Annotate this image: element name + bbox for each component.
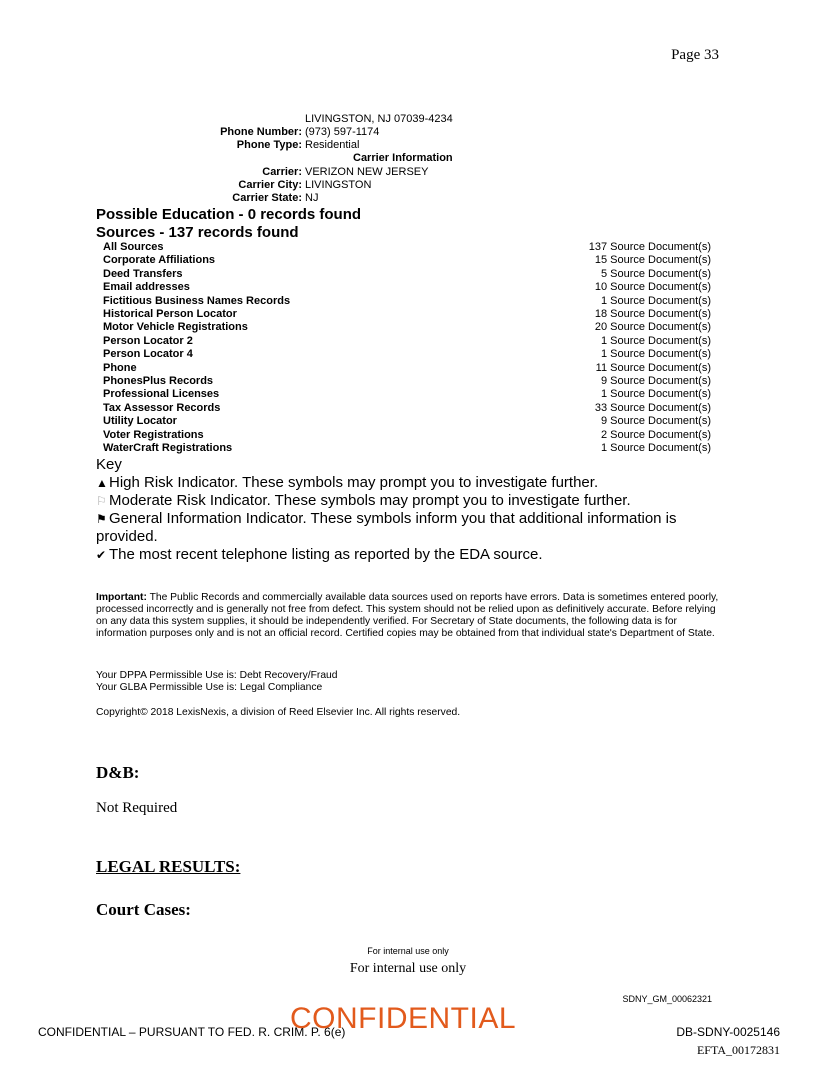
source-name: Motor Vehicle Registrations (103, 321, 248, 334)
source-count: 20 Source Document(s) (594, 321, 711, 334)
carrier-city-value: LIVINGSTON (305, 179, 372, 191)
carrier-info-heading: Carrier Information (353, 152, 453, 164)
source-count: 1 Source Document(s) (600, 348, 711, 361)
source-name: Fictitious Business Names Records (103, 294, 291, 307)
source-count: 9 Source Document(s) (600, 415, 711, 428)
phone-number-value: (973) 597-1174 (305, 126, 380, 138)
source-name: All Sources (103, 241, 164, 253)
source-count: 10 Source Document(s) (594, 281, 711, 294)
confidential-notice: CONFIDENTIAL – PURSUANT TO FED. R. CRIM. P. 6(e) (38, 1025, 346, 1039)
source-row (103, 348, 711, 361)
key-recent-phone-text: The most recent telephone listing as reported by the EDA source. (109, 546, 543, 563)
source-row (103, 241, 711, 254)
dppa-use: Your DPPA Permissible Use is: Debt Recovery/Fraud (96, 670, 338, 681)
source-row (103, 295, 711, 308)
warning-triangle-icon: ▲ (96, 476, 108, 490)
source-name: Phone (103, 361, 137, 374)
key-recent-phone (96, 546, 716, 564)
legal-results-heading: LEGAL RESULTS: (96, 857, 241, 876)
source-row (103, 429, 711, 442)
bates-number-top: SDNY_GM_00062321 (622, 994, 712, 1004)
flag-icon: ⚑ (96, 512, 107, 526)
education-heading: Possible Education - 0 records found (96, 206, 362, 223)
source-row (103, 321, 711, 334)
important-text: The Public Records and commercially available data sources used on reports have errors. Data is sometimes entered poorly, processed incorrectly and is generally not free from defect. This system should not be relied upon as definitively accurate. Before relying on any data this system supplies, it should be independently verified. For Secretary of State documents, the following data is for information purposes only and is not an official record. Certified copies may be obtained from that individual state's Department of State. (96, 592, 719, 639)
key-high-risk-text: High Risk Indicator. These symbols may prompt you to investigate further. (109, 474, 599, 491)
phone-number-label: Phone Number: (220, 126, 302, 138)
source-name: Person Locator 4 (103, 348, 193, 361)
efta-number: EFTA_00172831 (696, 1043, 780, 1057)
permissible-use (96, 670, 338, 694)
source-row (103, 308, 711, 321)
source-count: 1 Source Document(s) (600, 442, 711, 455)
source-name: Email addresses (103, 281, 190, 294)
source-count: 9 Source Document(s) (600, 375, 711, 388)
source-count: 2 Source Document(s) (600, 428, 711, 441)
court-cases-heading: Court Cases: (96, 900, 191, 919)
source-row (103, 281, 711, 294)
key-general-info (96, 510, 716, 546)
page-number: Page 33 (671, 47, 719, 63)
source-name: Professional Licenses (103, 388, 220, 401)
source-count: 11 Source Document(s) (595, 361, 711, 374)
source-name: PhonesPlus Records (103, 375, 214, 388)
key-high-risk (96, 474, 716, 492)
source-count: 33 Source Document(s) (594, 401, 711, 414)
source-row (103, 268, 711, 281)
important-label: Important: (96, 592, 147, 603)
source-name: Tax Assessor Records (103, 401, 221, 414)
internal-use-large: For internal use only (349, 961, 467, 976)
checkmark-icon: ✔ (96, 548, 107, 562)
key-general-info-text: General Information Indicator. These symbols inform you that additional information is provided. (96, 510, 677, 545)
source-name: Voter Registrations (103, 428, 204, 441)
carrier-state-value: NJ (305, 192, 319, 204)
source-name: Person Locator 2 (103, 334, 193, 347)
source-count: 137 Source Document(s) (588, 241, 711, 253)
copyright: Copyright© 2018 LexisNexis, a division of Reed Elsevier Inc. All rights reserved. (96, 707, 461, 718)
source-count: 1 Source Document(s) (600, 334, 711, 347)
source-row (103, 335, 711, 348)
source-count: 1 Source Document(s) (600, 388, 711, 401)
db-status: Not Required (96, 800, 178, 816)
source-row (103, 254, 711, 267)
source-row (103, 402, 711, 415)
source-row (103, 442, 711, 455)
carrier-label: Carrier: (262, 166, 302, 178)
source-name: WaterCraft Registrations (103, 442, 233, 455)
phone-type-value: Residential (305, 139, 360, 151)
source-name: Utility Locator (103, 415, 177, 428)
db-heading: D&B: (96, 763, 140, 782)
source-name: Deed Transfers (103, 267, 183, 280)
glba-use: Your GLBA Permissible Use is: Legal Compliance (96, 682, 323, 693)
source-name: Corporate Affiliations (103, 254, 216, 267)
confidential-stamp: CONFIDENTIAL (290, 1002, 517, 1035)
key-title: Key (96, 456, 122, 473)
source-count: 15 Source Document(s) (594, 254, 711, 267)
source-name: Historical Person Locator (103, 308, 237, 321)
important-disclaimer (96, 592, 722, 640)
carrier-state-label: Carrier State: (232, 192, 302, 204)
key-moderate-risk (96, 492, 716, 510)
phone-type-label: Phone Type: (236, 139, 302, 151)
source-count: 18 Source Document(s) (594, 308, 711, 321)
source-row (103, 415, 711, 428)
source-count: 5 Source Document(s) (600, 267, 711, 280)
carrier-value: VERIZON NEW JERSEY (305, 166, 429, 178)
key-moderate-risk-text: Moderate Risk Indicator. These symbols may prompt you to investigate further. (109, 492, 631, 509)
carrier-city-label: Carrier City: (238, 179, 302, 191)
outline-flag-icon: ⚐ (96, 494, 107, 508)
source-row (103, 375, 711, 388)
address-city-line: LIVINGSTON, NJ 07039-4234 (305, 113, 453, 125)
internal-use-small: For internal use only (367, 946, 449, 956)
source-row (103, 362, 711, 375)
source-row (103, 388, 711, 401)
sources-table (103, 241, 711, 456)
source-count: 1 Source Document(s) (600, 294, 711, 307)
sources-heading: Sources - 137 records found (96, 224, 299, 241)
bates-number-bottom: DB-SDNY-0025146 (676, 1025, 780, 1039)
